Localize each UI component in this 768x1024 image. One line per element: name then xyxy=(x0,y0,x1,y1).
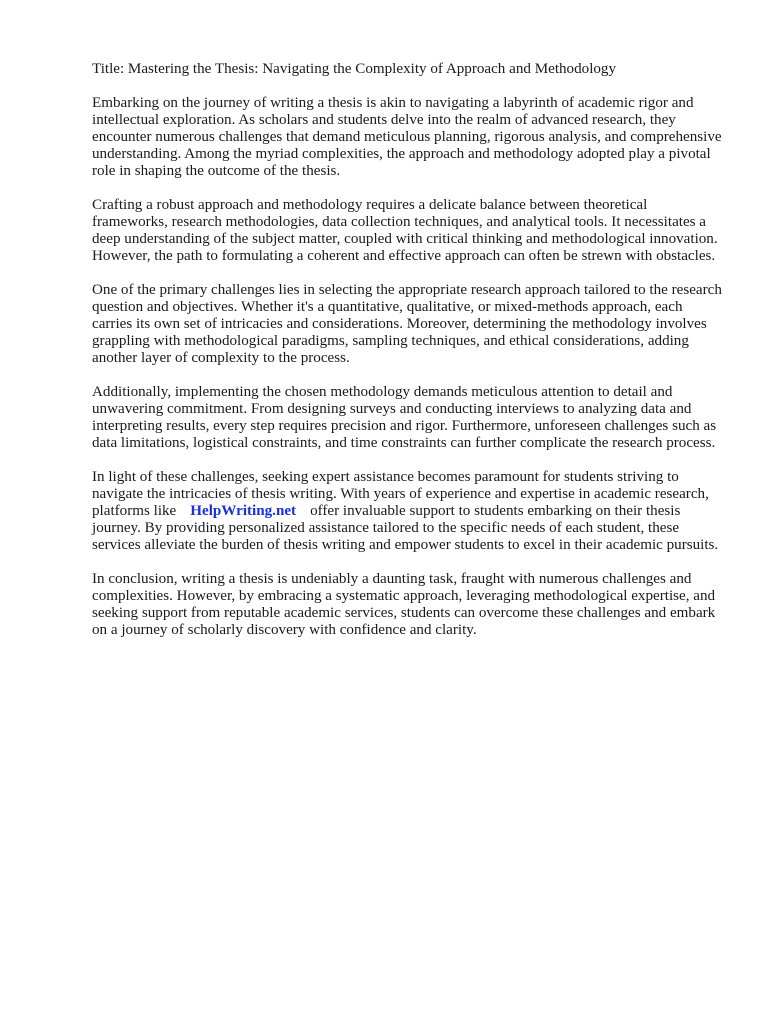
assistance-text-after: offer invaluable support to students embarking on their thesis journey. By providing personalized assistance tailored to the specific needs of each student, these services alleviate the burden of thesis writing and empower students to excel in their academic pursuits. xyxy=(92,503,719,553)
document-title: Title: Mastering the Thesis: Navigating the Complexity of Approach and Methodology xyxy=(92,61,617,77)
paragraph-intro: Embarking on the journey of writing a thesis is akin to navigating a labyrinth of academic rigor and intellectual exploration. As scholars and students delve into the realm of advanced research, they encounter numerous challenges that demand meticulous planning, rigorous analysis, and comprehensive understanding. Among the myriad complexities, the approach and methodology adopted play a pivotal role in shaping the outcome of the thesis. xyxy=(92,95,722,179)
paragraph-approach: Crafting a robust approach and methodology requires a delicate balance between theoretical frameworks, research methodologies, data collection techniques, and analytical tools. It necessitates a deep understanding of the subject matter, coupled with critical thinking and methodological innovation. However, the path to formulating a coherent and effective approach can often be strewn with obstacles. xyxy=(92,197,718,264)
paragraph-implementation: Additionally, implementing the chosen methodology demands meticulous attention to detail and unwavering commitment. From designing surveys and conducting interviews to analyzing data and interpreting results, every step requires precision and rigor. Furthermore, unforeseen challenges such as data limitations, logistical constraints, and time constraints can further complicate the research process. xyxy=(92,384,717,451)
helpwriting-link[interactable]: HelpWriting.net xyxy=(190,503,297,519)
paragraph-challenges: One of the primary challenges lies in selecting the appropriate research approach tailored to the research question and objectives. Whether it's a quantitative, qualitative, or mixed-methods approach, each carries its own set of intricacies and considerations. Moreover, determining the methodology involves grappling with methodological paradigms, sampling techniques, and ethical considerations, adding another layer of complexity to the process. xyxy=(92,282,722,366)
paragraph-conclusion: In conclusion, writing a thesis is undeniably a daunting task, fraught with numerous challenges and complexities. However, by embracing a systematic approach, leveraging methodological expertise, and seeking support from reputable academic services, students can overcome these challenges and embark on a journey of scholarly discovery with confidence and clarity. xyxy=(92,571,716,638)
document-page xyxy=(92,61,722,656)
assistance-text-before: In light of these challenges, seeking expert assistance becomes paramount for students striving to navigate the intricacies of thesis writing. With years of experience and expertise in academic research, platforms like xyxy=(92,469,709,519)
paragraph-assistance xyxy=(92,469,722,554)
